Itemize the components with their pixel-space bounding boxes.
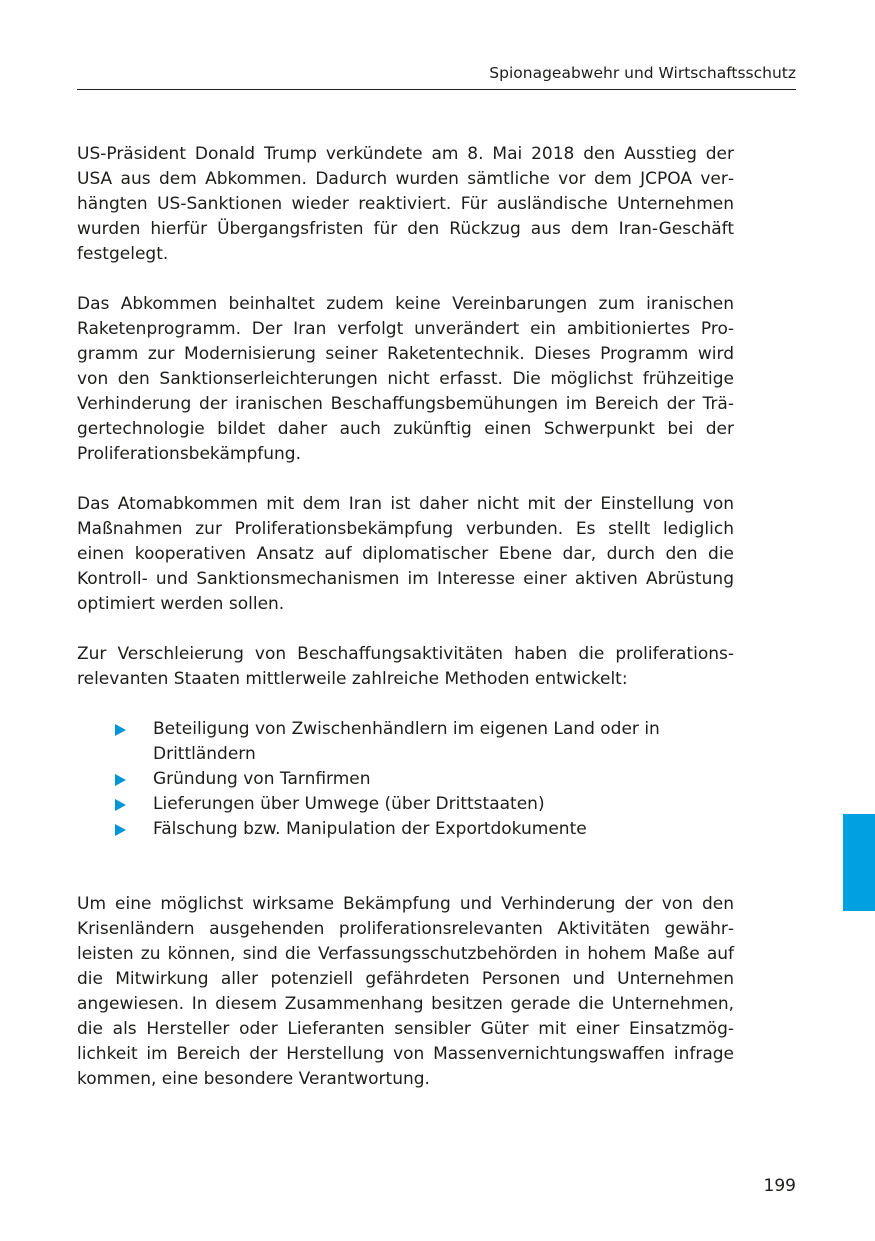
chapter-tab-marker: [843, 814, 875, 911]
method-list: [77, 717, 734, 842]
list-item-text: Beteiligung von Zwischenhändlern im eigenen Land oder in Drittländern: [153, 719, 660, 764]
paragraph: Zur Verschleierung von Beschaffungsaktivitäten haben die proliferationsrelevanten Staaten mittlerweile zahlreiche Methoden entwickelt:: [77, 644, 734, 689]
paragraph: US-Präsident Donald Trump verkündete am 8. Mai 2018 den Ausstieg der USA aus dem Abkommen. Dadurch wurden sämtliche vor dem JCPOA verhängten US-Sanktionen wieder reaktiviert. Für ausländische Unternehmen wurden hierfür Übergangsfristen für den Rückzug aus dem Iran-Geschäft festgelegt.: [77, 144, 734, 264]
list-item-text: Gründung von Tarnfirmen: [153, 769, 371, 789]
triangle-bullet-icon: [115, 799, 126, 811]
list-item-text: Fälschung bzw. Manipulation der Exportdokumente: [153, 819, 587, 839]
list-item: [153, 767, 734, 792]
triangle-bullet-icon: [115, 774, 126, 786]
paragraph: Das Abkommen beinhaltet zudem keine Vereinbarungen zum iranischen Raketenprogramm. Der Iran verfolgt unverändert ein ambitioniertes Programm zur Modernisierung seiner Raketentechnik. Dieses Programm wird von den Sanktionserleichterungen nicht erfasst. Die möglichst frühzeitige Verhinderung der iranischen Beschaffungsbemühungen im Bereich der Trägertechnologie bildet daher auch zukünftig einen Schwerpunkt bei der Proliferationsbekämpfung.: [77, 294, 734, 464]
main-content: [77, 142, 734, 1092]
list-item: [153, 717, 734, 767]
paragraph: Das Atomabkommen mit dem Iran ist daher nicht mit der Einstellung von Maßnahmen zur Proliferationsbekämpfung verbunden. Es stellt lediglich einen kooperativen Ansatz auf diplomatischer Ebene dar, durch den die Kontroll- und Sanktionsmechanismen im Interesse einer aktiven Abrüstung optimiert werden sollen.: [77, 494, 734, 614]
page-number: 199: [763, 1176, 796, 1196]
header-title: Spionageabwehr und Wirtschaftsschutz: [489, 64, 796, 82]
triangle-bullet-icon: [115, 824, 126, 836]
closing-paragraph: Um eine möglichst wirksame Bekämpfung und Verhinderung der von den Krisenländern ausgehenden proliferationsrelevanten Aktivitäten gewährleisten zu können, sind die Verfassungsschutzbehörden in hohem Maße auf die Mitwirkung aller potenziell gefährdeten Personen und Unternehmen angewiesen. In diesem Zusammenhang besitzen gerade die Unternehmen, die als Hersteller oder Lieferanten sensibler Güter mit einer Einsatzmöglichkeit im Bereich der Herstellung von Massenvernichtungswaffen infrage kommen, eine besondere Verantwortung.: [77, 894, 734, 1089]
list-item: [153, 792, 734, 817]
list-item-text: Lieferungen über Umwege (über Drittstaaten): [153, 794, 545, 814]
running-header: [77, 62, 796, 90]
list-item: [153, 817, 734, 842]
triangle-bullet-icon: [115, 724, 126, 736]
